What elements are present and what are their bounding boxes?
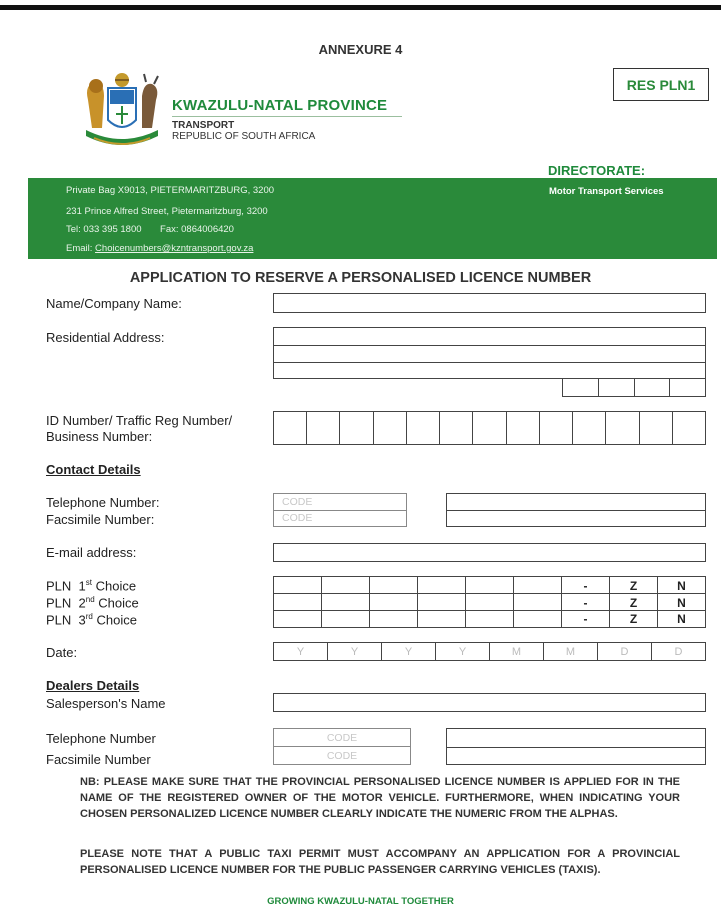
salesperson-field[interactable] [273,693,706,712]
plate-cell[interactable] [418,611,466,627]
address-field[interactable] [273,327,706,379]
plate-cell[interactable] [370,611,418,627]
plate-dash: - [562,594,610,611]
pln-3-field[interactable] [273,610,706,628]
id-digit-cell[interactable] [640,412,673,444]
telephone-code-cell[interactable]: CODE [282,495,313,508]
province-name: KWAZULU-NATAL PROVINCE [172,97,388,114]
dealer-number-field[interactable] [446,728,706,765]
salesperson-label: Salesperson's Name [46,696,166,711]
id-digit-cell[interactable] [573,412,606,444]
plate-cell[interactable] [514,594,562,611]
pln-1-label: PLN 1st Choice [46,578,137,594]
plate-cell[interactable] [418,577,466,594]
dealer-code-field[interactable] [273,728,411,765]
plate-n: N [677,578,686,593]
name-label: Name/Company Name: [46,296,182,311]
plate-cell[interactable] [466,577,514,594]
form-code: RES PLN1 [626,76,696,93]
id-digit-cell[interactable] [307,412,340,444]
id-digit-cell[interactable] [473,412,506,444]
coat-of-arms-icon [80,70,164,150]
dealer-telephone-label: Telephone Number [46,731,156,746]
contact-number-field[interactable] [446,493,706,527]
date-label: Date: [46,645,78,660]
email-line [66,243,253,254]
dealer-fax-code-cell[interactable]: CODE [274,746,410,764]
date-year-cell[interactable]: Y [274,643,328,660]
name-field[interactable] [273,293,706,313]
date-year-cell[interactable]: Y [382,643,436,660]
plate-n: N [677,612,686,626]
email-field[interactable] [273,543,706,562]
plate-cell[interactable] [370,594,418,611]
nb-note: NB: PLEASE MAKE SURE THAT THE PROVINCIAL PERSONALISED LICENCE NUMBER IS APPLIED FOR IN THE NAME OF THE REGISTERED OWNER OF THE MOTOR VEHICLE. FURTHERMORE, WHEN INDICATING YOUR CHOSEN PERSONALIZED LICENCE NUMBER CLEARLY INDICATE THE NUMERIC FROM THE ALPHAS. [80,776,680,820]
form-code-box [613,68,709,101]
date-day-cell[interactable]: D [598,643,652,660]
plate-cell[interactable] [418,594,466,611]
street-address: 231 Prince Alfred Street, Pietermaritzburg, 3200 [66,206,268,217]
date-month-cell[interactable]: M [490,643,544,660]
date-year-cell[interactable]: Y [328,643,382,660]
postal-code-cell[interactable] [670,379,705,396]
email-address-label: E-mail address: [46,545,137,560]
dealers-details-heading: Dealers Details [46,678,140,693]
phone-fax: Tel: 033 395 1800 Fax: 0864006420 [66,224,234,235]
id-digit-cell[interactable] [440,412,473,444]
top-border [0,5,721,10]
date-day-cell[interactable]: D [674,645,683,658]
dealer-telephone-code-cell[interactable]: CODE [326,731,358,744]
plate-n: N [677,595,686,610]
plate-cell[interactable] [514,577,562,594]
plate-cell[interactable] [322,594,370,611]
postal-address: Private Bag X9013, PIETERMARITZBURG, 3200 [66,185,275,196]
form-title: APPLICATION TO RESERVE A PERSONALISED LICENCE NUMBER [129,270,592,286]
id-number-field[interactable] [273,411,706,445]
footer-slogan: GROWING KWAZULU-NATAL TOGETHER [267,896,454,907]
postal-code-cell[interactable] [635,379,671,396]
telephone-label: Telephone Number: [46,495,160,510]
province-underline [172,116,402,117]
taxi-note: PLEASE NOTE THAT A PUBLIC TAXI PERMIT MUST ACCOMPANY AN APPLICATION FOR A PROVINCIAL PERSONALISED LICENCE NUMBER FOR THE PUBLIC PASSENGER CARRYING VEHICLES (TAXIS). [80,848,680,876]
date-field[interactable] [273,642,706,661]
pln-1-field[interactable] [273,576,706,594]
id-label-line2: Business Number: [46,429,153,444]
plate-cell[interactable] [274,594,322,611]
plate-cell[interactable] [514,611,562,627]
id-label-line1: ID Number/ Traffic Reg Number/ [46,413,233,428]
contact-band [28,178,717,259]
pln-2-field[interactable] [273,593,706,611]
department-name: TRANSPORT [172,120,235,131]
address-label: Residential Address: [46,330,165,345]
plate-cell[interactable] [322,577,370,594]
contact-code-field[interactable] [273,493,407,527]
id-digit-cell[interactable] [407,412,440,444]
id-digit-cell[interactable] [673,412,705,444]
date-month-cell[interactable]: M [544,643,598,660]
country-name: REPUBLIC OF SOUTH AFRICA [172,131,316,142]
plate-cell[interactable] [274,577,322,594]
plate-cell[interactable] [274,611,322,627]
postal-code-cell[interactable] [563,379,599,396]
id-digit-cell[interactable] [374,412,407,444]
plate-cell[interactable] [370,577,418,594]
plate-z: Z [610,577,658,594]
id-digit-cell[interactable] [540,412,573,444]
plate-z: Z [610,611,658,627]
plate-dash: - [562,611,610,627]
plate-z: Z [610,594,658,611]
dealer-fax-label: Facsimile Number [46,752,151,767]
pln-2-label: PLN 2nd Choice [46,595,139,611]
email-link[interactable]: Choicenumbers@kzntransport.gov.za [95,243,254,254]
email-label: Email: [66,243,93,254]
id-digit-cell[interactable] [606,412,639,444]
id-digit-cell[interactable] [507,412,540,444]
annexure-label: ANNEXURE 4 [318,42,403,57]
postal-code-cell[interactable] [599,379,635,396]
id-digit-cell[interactable] [340,412,373,444]
plate-cell[interactable] [466,594,514,611]
plate-cell[interactable] [466,611,514,627]
pln-3-label: PLN 3rd Choice [46,612,137,628]
fax-code-cell[interactable]: CODE [274,510,406,527]
plate-cell[interactable] [322,611,370,627]
directorate-label: DIRECTORATE: [548,163,646,178]
contact-details-heading: Contact Details [46,462,141,477]
fax-label: Facsimile Number: [46,512,155,527]
directorate-name: Motor Transport Services [549,186,664,197]
postal-code-field[interactable] [562,378,706,397]
id-digit-cell[interactable] [274,412,307,444]
plate-dash: - [562,577,610,594]
date-year-cell[interactable]: Y [436,643,490,660]
